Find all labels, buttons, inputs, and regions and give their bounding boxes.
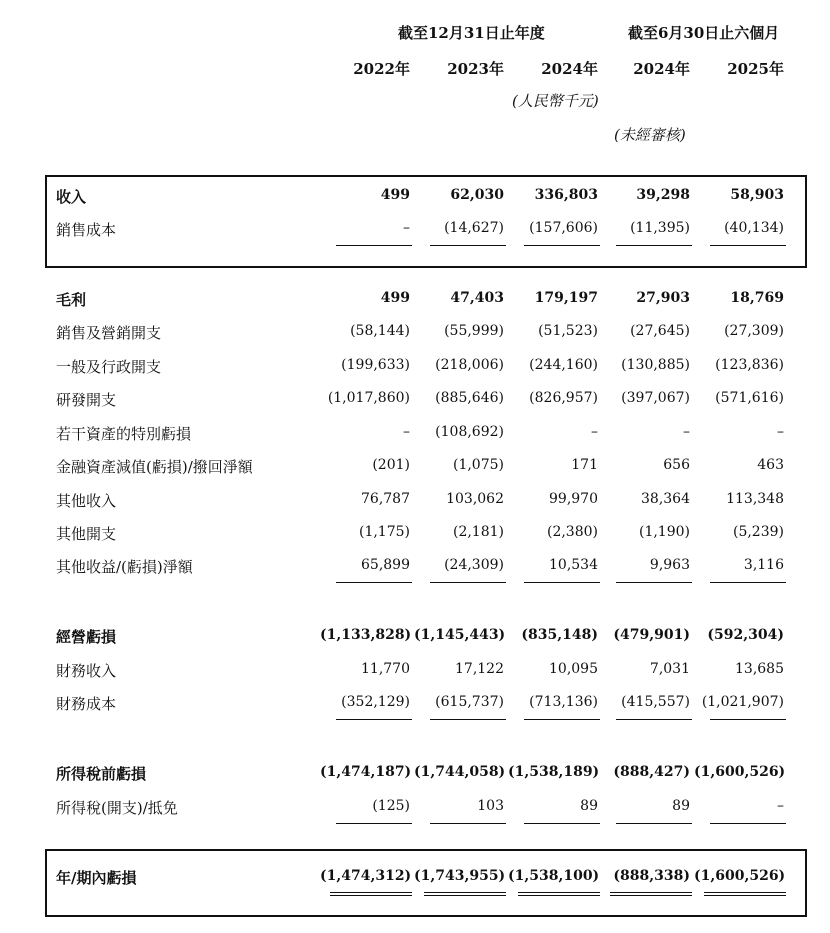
cell-value: 499 [380,187,410,203]
cell-value: (1,474,312) [320,868,412,884]
cell-value: (27,645) [630,323,690,339]
cell-value: (397,067) [621,390,690,406]
cell-value: (157,606) [529,220,598,236]
row-label: 其他收益/(虧損)淨額 [56,558,193,576]
subtotal-underline [710,719,786,720]
cell-value: 10,095 [549,661,598,677]
cell-value: (11,395) [630,220,690,236]
cell-value: (1,744,058) [414,764,506,780]
cell-value: 103,062 [446,491,504,507]
subtotal-underline [430,245,506,246]
cell-value: 65,899 [361,557,410,573]
row-label: 財務收入 [56,662,117,680]
cell-value: (130,885) [621,357,690,373]
cell-value: (125) [372,798,410,814]
subtotal-underline [710,823,786,824]
total-double-underline [424,892,506,896]
cell-value: 9,963 [649,557,690,573]
cell-value: (592,304) [707,627,784,643]
row-label: 其他開支 [56,525,117,543]
cell-value: 18,769 [730,290,784,306]
unaudited-note: (未經審核) [614,126,686,144]
cell-value: (1,600,526) [694,868,786,884]
subtotal-underline [710,582,786,583]
row-label: 所得稅前虧損 [56,765,147,783]
subtotal-underline [616,582,692,583]
row-label: 一般及行政開支 [56,358,162,376]
subtotal-underline [524,823,600,824]
subtotal-underline [336,823,412,824]
row-label: 財務成本 [56,695,117,713]
cell-value: 27,903 [636,290,690,306]
cell-value: 336,803 [534,187,598,203]
row-label: 毛利 [56,291,87,309]
cell-value: 7,031 [649,661,690,677]
row-label: 金融資產減值(虧損)/撥回淨額 [56,458,253,476]
cell-value: (108,692) [435,424,504,440]
subtotal-underline [430,582,506,583]
cell-value: (615,737) [435,694,504,710]
cell-value: (352,129) [341,694,410,710]
total-double-underline [330,892,412,896]
cell-value: (826,957) [529,390,598,406]
cell-value: (1,133,828) [320,627,412,643]
cell-value: 17,122 [455,661,504,677]
cell-value: 89 [672,798,690,814]
row-label: 所得稅(開支)/抵免 [56,799,178,817]
cell-value: 38,364 [641,491,690,507]
subtotal-underline [524,719,600,720]
cell-value: (1,474,187) [320,764,412,780]
cell-value: (1,538,100) [508,868,600,884]
cell-value: 499 [380,290,410,306]
total-double-underline [518,892,600,896]
subtotal-underline [336,719,412,720]
header-full-year: 截至12月31日止年度 [398,24,545,42]
total-double-underline [704,892,786,896]
cell-value: (713,136) [529,694,598,710]
cell-value: (58,144) [350,323,410,339]
subtotal-underline [710,245,786,246]
cell-value: 656 [663,457,690,473]
cell-value: 171 [571,457,598,473]
cell-value: (218,006) [435,357,504,373]
cell-value: (2,181) [452,524,504,540]
cell-value: 13,685 [735,661,784,677]
cell-value: (888,338) [613,868,690,884]
row-label: 銷售及營銷開支 [56,324,162,342]
cell-value: 62,030 [450,187,504,203]
subtotal-underline [430,719,506,720]
row-label: 其他收入 [56,492,117,510]
cell-value: (1,190) [638,524,690,540]
cell-value: (1,145,443) [414,627,506,643]
cell-value: (888,427) [613,764,690,780]
row-label: 收入 [56,188,87,206]
cell-value: (835,148) [521,627,598,643]
row-label: 研發開支 [56,391,117,409]
cell-value: (40,134) [724,220,784,236]
cell-value: – [777,424,784,440]
cell-value: (5,239) [732,524,784,540]
subtotal-underline [336,245,412,246]
row-label: 銷售成本 [56,221,117,239]
cell-value: – [403,424,410,440]
year-2024-interim: 2024年 [633,60,690,78]
cell-value: 3,116 [743,557,784,573]
cell-value: (1,017,860) [327,390,410,406]
cell-value: 103 [477,798,504,814]
year-2022: 2022年 [353,60,410,78]
cell-value: 179,197 [534,290,598,306]
row-label: 經營虧損 [56,628,117,646]
cell-value: (479,901) [613,627,690,643]
cell-value: 76,787 [361,491,410,507]
cell-value: (415,557) [621,694,690,710]
year-2024: 2024年 [541,60,598,78]
cell-value: 113,348 [726,491,784,507]
cell-value: (123,836) [715,357,784,373]
cell-value: (27,309) [724,323,784,339]
cell-value: – [403,220,410,236]
cell-value: 47,403 [450,290,504,306]
cell-value: (885,646) [435,390,504,406]
cell-value: 463 [757,457,784,473]
cell-value: (1,600,526) [694,764,786,780]
cell-value: (571,616) [715,390,784,406]
cell-value: – [683,424,690,440]
year-2023: 2023年 [447,60,504,78]
cell-value: 89 [580,798,598,814]
cell-value: 39,298 [636,187,690,203]
cell-value: 58,903 [730,187,784,203]
year-2025-interim: 2025年 [727,60,784,78]
header-six-months: 截至6月30日止六個月 [628,24,780,42]
cell-value: 99,970 [549,491,598,507]
cell-value: (55,999) [444,323,504,339]
subtotal-underline [524,245,600,246]
currency-note: (人民幣千元) [512,92,599,110]
cell-value: (51,523) [538,323,598,339]
subtotal-underline [430,823,506,824]
cell-value: 10,534 [549,557,598,573]
subtotal-underline [616,719,692,720]
cell-value: (244,160) [529,357,598,373]
cell-value: – [591,424,598,440]
cell-value: (2,380) [546,524,598,540]
subtotal-underline [616,823,692,824]
cell-value: 11,770 [361,661,410,677]
cell-value: (201) [372,457,410,473]
subtotal-underline [524,582,600,583]
row-label: 若干資產的特別虧損 [56,425,192,443]
cell-value: (1,743,955) [414,868,506,884]
subtotal-underline [616,245,692,246]
cell-value: – [777,798,784,814]
cell-value: (1,021,907) [701,694,784,710]
cell-value: (1,538,189) [508,764,600,780]
cell-value: (1,175) [358,524,410,540]
cell-value: (14,627) [444,220,504,236]
cell-value: (24,309) [444,557,504,573]
cell-value: (1,075) [452,457,504,473]
cell-value: (199,633) [341,357,410,373]
subtotal-underline [336,582,412,583]
total-double-underline [610,892,692,896]
row-label: 年/期內虧損 [56,869,137,887]
